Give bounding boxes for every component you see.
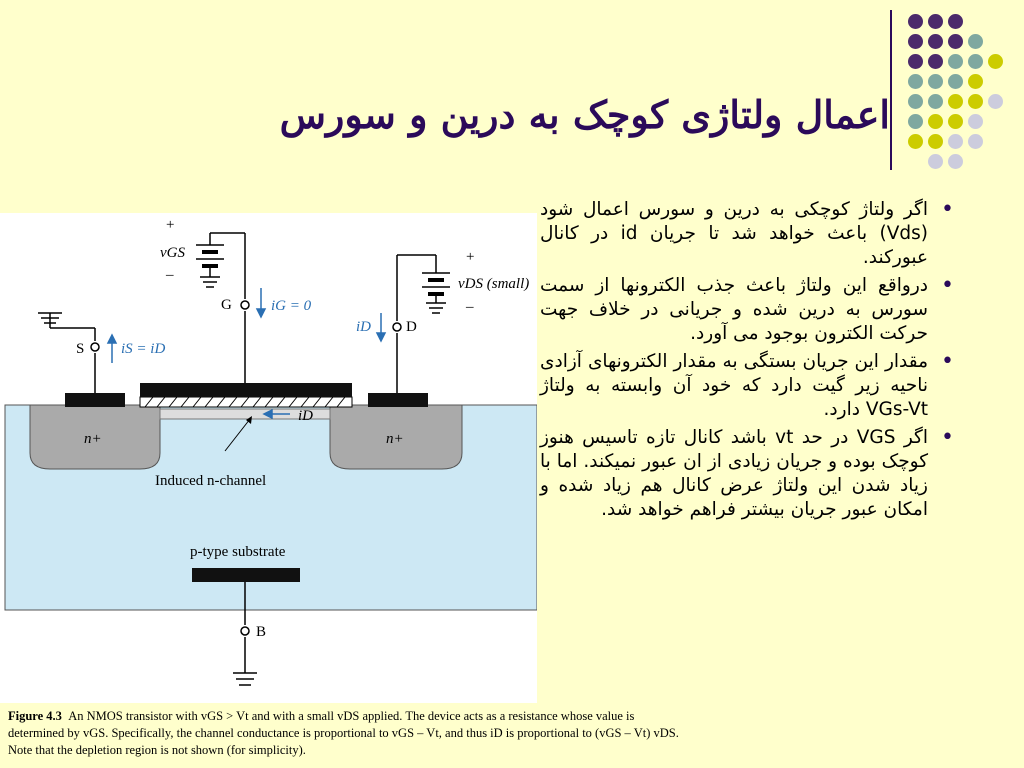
bullet-list xyxy=(540,198,960,526)
gate-electrode xyxy=(140,383,352,397)
vds-label: vDS (small) xyxy=(458,276,530,292)
vgs-label: vGS xyxy=(160,245,185,261)
source-contact xyxy=(65,393,125,407)
title-divider xyxy=(890,10,892,170)
induced-channel-label: Induced n-channel xyxy=(155,473,267,489)
caption-label: Figure 4.3 xyxy=(8,709,62,723)
slide-title: اعمال ولتاژی کوچک به درین و سورس xyxy=(279,92,890,137)
substrate-label: p-type substrate xyxy=(190,544,286,560)
bullet-item: • اگر VGS در حد vt باشد کانال تازه تاسیس هنوز کوچک بوده و جریان زیادی از ان عبور نمیکند. اما با زیاد شدن این ولتاژ عرض کانال هم زیاد شده و امکان عبور جریان بیشتر فراهم خواهد شد. xyxy=(540,426,960,522)
vgs-minus-label: – xyxy=(166,267,174,283)
gate-label: G xyxy=(221,297,232,313)
n-plus-left-label: n+ xyxy=(84,431,102,447)
figure-caption xyxy=(8,708,888,759)
nmos-diagram xyxy=(0,213,537,703)
ig-label: iG = 0 xyxy=(271,298,312,314)
vds-plus-label: + xyxy=(466,249,475,265)
caption-line-3: Note that the depletion region is not shown (for simplicity). xyxy=(8,743,306,757)
bullet-item: • مقدار این جریان بستگی به مقدار الکترونهای آزادی ناحیه زیر گیت دارد که خود آن وابسته به ولتاژ VGs-Vt دارد. xyxy=(540,350,960,422)
source-label: S xyxy=(76,341,85,357)
body-label: B xyxy=(256,624,267,640)
drain-label: D xyxy=(406,319,417,335)
decorative-dot-grid xyxy=(908,14,1018,164)
is-label: iS = iD xyxy=(121,341,166,357)
bullet-item: • درواقع این ولتاژ باعث جذب الکترونها از سمت سورس به درین شده و جریانی در خلاف جهت حرکت الکترون بوجود می آورد. xyxy=(540,274,960,346)
vgs-plus-label: + xyxy=(166,217,175,233)
bullet-item: • اگر ولتاژ کوچکی به درین و سورس اعمال شود (Vds) باعث خواهد شد تا جریان id در کانال عبورکند. xyxy=(540,198,960,270)
caption-line-2: determined by vGS. Specifically, the channel conductance is proportional to vGS – Vt, and thus iD is proportional to (vGS – Vt) vDS. xyxy=(8,726,679,740)
id-channel-label: iD xyxy=(298,408,313,424)
caption-line-1: An NMOS transistor with vGS > Vt and with a small vDS applied. The device acts as a resistance whose value is xyxy=(68,709,635,723)
vds-minus-label: – xyxy=(466,299,474,315)
body-contact xyxy=(192,568,300,582)
n-plus-right-label: n+ xyxy=(386,431,404,447)
drain-contact xyxy=(368,393,428,407)
id-drain-label: iD xyxy=(356,319,371,335)
